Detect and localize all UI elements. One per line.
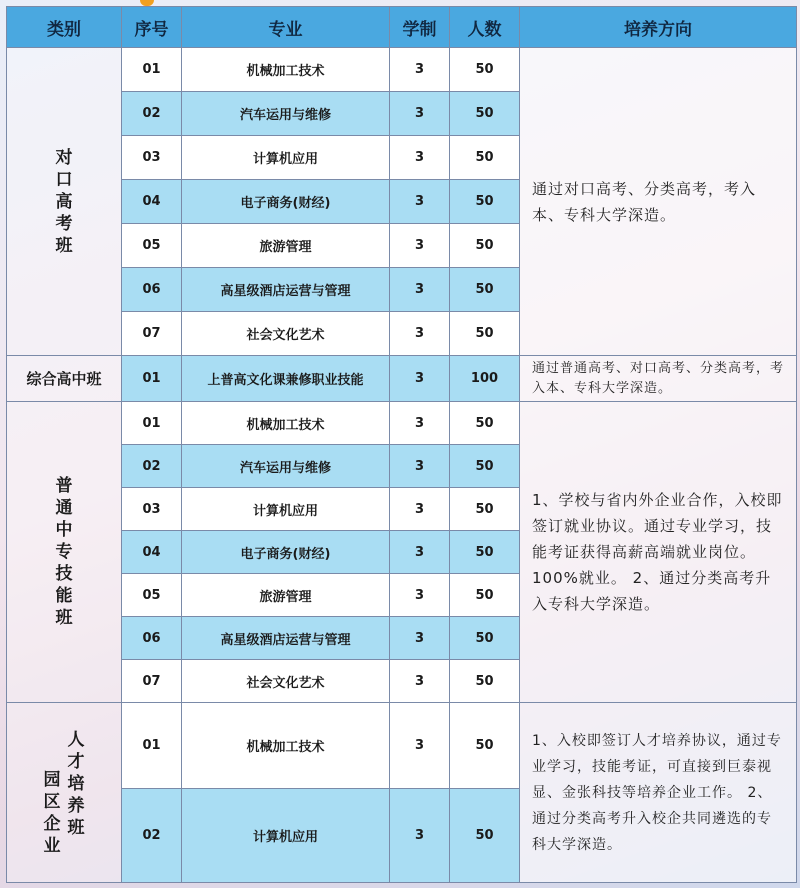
row-years: 3 [390,356,450,402]
row-no: 03 [122,136,182,180]
table-row [7,703,797,789]
row-years: 3 [390,445,450,488]
table-row [7,48,797,92]
row-years: 3 [390,268,450,312]
row-count: 50 [450,789,520,883]
category-park-label: 园区企业 [43,769,61,856]
direction-cell: 1、入校即签订人才培养协议，通过专业学习，技能考证，可直接到巨泰视显、金张科技等培养企业工作。 2、通过分类高考升入校企共同遴选的专科大学深造。 [520,703,797,883]
direction-cell: 通过普通高考、对口高考、分类高考，考入本、专科大学深造。 [520,356,797,402]
row-no: 04 [122,180,182,224]
row-count: 50 [450,660,520,703]
row-no: 07 [122,312,182,356]
row-no: 07 [122,660,182,703]
row-years: 3 [390,660,450,703]
row-major: 旅游管理 [182,574,390,617]
row-years: 3 [390,703,450,789]
row-count: 50 [450,48,520,92]
row-count: 50 [450,445,520,488]
row-no: 06 [122,617,182,660]
row-years: 3 [390,789,450,883]
table-row [7,356,797,402]
row-major: 机械加工技术 [182,48,390,92]
row-years: 3 [390,617,450,660]
row-years: 3 [390,180,450,224]
header-direction: 培养方向 [520,7,797,48]
row-years: 3 [390,574,450,617]
row-no: 06 [122,268,182,312]
category-cell: 综合高中班 [7,356,122,402]
row-years: 3 [390,224,450,268]
row-no: 01 [122,356,182,402]
table-row [7,402,797,445]
direction-cell: 通过对口高考、分类高考，考入本、专科大学深造。 [520,48,797,356]
row-count: 50 [450,136,520,180]
row-major: 高星级酒店运营与管理 [182,617,390,660]
header-no: 序号 [122,7,182,48]
row-years: 3 [390,488,450,531]
row-count: 50 [450,574,520,617]
row-major: 社会文化艺术 [182,660,390,703]
row-count: 50 [450,703,520,789]
row-major: 社会文化艺术 [182,312,390,356]
row-count: 50 [450,268,520,312]
row-years: 3 [390,402,450,445]
category-cell [7,703,122,883]
header-count: 人数 [450,7,520,48]
row-no: 02 [122,92,182,136]
row-major: 上普高文化课兼修职业技能 [182,356,390,402]
direction-cell: 1、学校与省内外企业合作，入校即签订就业协议。通过专业学习，技能考证获得高薪高端就业岗位。100%就业。 2、通过分类高考升入专科大学深造。 [520,402,797,703]
row-no: 05 [122,224,182,268]
row-years: 3 [390,136,450,180]
row-no: 01 [122,48,182,92]
row-no: 02 [122,789,182,883]
row-no: 04 [122,531,182,574]
row-count: 50 [450,92,520,136]
row-years: 3 [390,531,450,574]
row-major: 计算机应用 [182,488,390,531]
row-years: 3 [390,92,450,136]
row-count: 100 [450,356,520,402]
row-years: 3 [390,48,450,92]
row-major: 旅游管理 [182,224,390,268]
enrollment-table [6,6,797,883]
row-major: 汽车运用与维修 [182,445,390,488]
row-no: 03 [122,488,182,531]
row-years: 3 [390,312,450,356]
row-count: 50 [450,617,520,660]
row-major: 机械加工技术 [182,703,390,789]
row-count: 50 [450,224,520,268]
category-cell: 普通中专技能班 [7,402,122,703]
row-no: 01 [122,703,182,789]
row-count: 50 [450,488,520,531]
header-major: 专业 [182,7,390,48]
header-years: 学制 [390,7,450,48]
category-cell: 对口高考班 [7,48,122,356]
row-major: 汽车运用与维修 [182,92,390,136]
row-major: 机械加工技术 [182,402,390,445]
row-count: 50 [450,531,520,574]
row-major: 电子商务(财经) [182,531,390,574]
row-major: 计算机应用 [182,136,390,180]
row-count: 50 [450,180,520,224]
header-category: 类别 [7,7,122,48]
row-no: 02 [122,445,182,488]
row-major: 电子商务(财经) [182,180,390,224]
row-count: 50 [450,312,520,356]
row-count: 50 [450,402,520,445]
row-no: 05 [122,574,182,617]
row-major: 计算机应用 [182,789,390,883]
row-major: 高星级酒店运营与管理 [182,268,390,312]
category-talent-label: 人才培养班 [67,729,85,838]
row-no: 01 [122,402,182,445]
header-row [7,7,797,48]
